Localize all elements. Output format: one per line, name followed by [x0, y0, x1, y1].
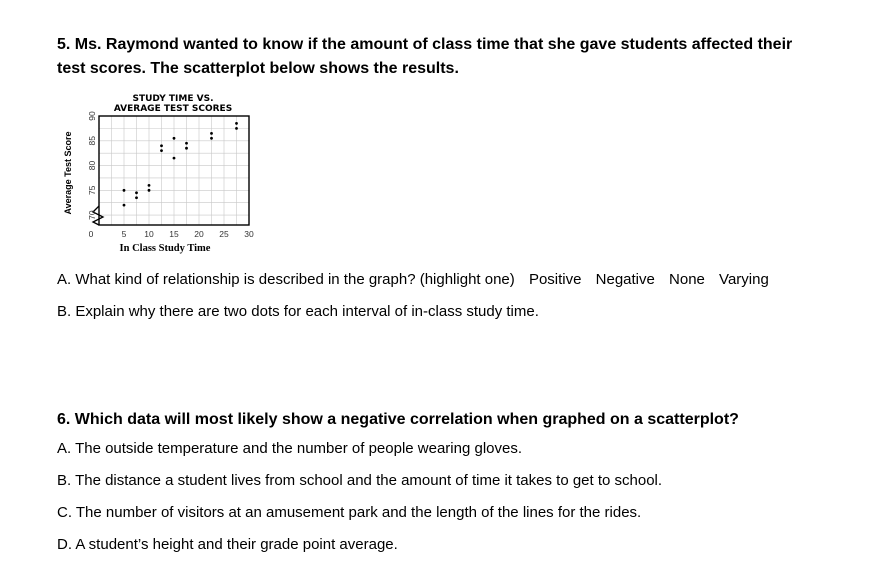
question-5-title-line2: test scores. The scatterplot below shows the results.: [57, 60, 459, 77]
x-tick-label: 10: [144, 229, 154, 239]
x-axis-label: In Class Study Time: [119, 243, 211, 254]
scatter-point: [235, 127, 238, 130]
scatter-point: [210, 132, 213, 135]
question-5-part-b: B. Explain why there are two dots for each interval of in-class study time.: [57, 303, 539, 320]
option-none[interactable]: None: [669, 271, 705, 288]
scatter-chart: [55, 88, 255, 260]
scatter-point: [235, 122, 238, 125]
x-tick-label: 30: [244, 229, 254, 239]
x-tick-label: 15: [169, 229, 179, 239]
choice-b: B. The distance a student lives from school and the amount of time it takes to get to school.: [57, 472, 663, 489]
x-tick-label: 5: [121, 229, 127, 239]
y-tick-label: 75: [87, 185, 97, 196]
x-tick-label: 20: [194, 229, 204, 239]
y-tick-label: 70: [87, 210, 97, 220]
y-tick-label: 90: [87, 111, 97, 121]
y-axis-label: Average Test Score: [63, 131, 73, 215]
data-points: [123, 122, 238, 207]
scatter-point: [210, 137, 213, 140]
scatter-point: [148, 189, 151, 192]
part-a-prompt: A. What kind of relationship is described in the graph? (highlight one): [57, 271, 515, 288]
choice-d: D. A student’s height and their grade point average.: [57, 536, 398, 553]
scatter-point: [135, 196, 138, 199]
scatter-point: [135, 191, 138, 194]
scatter-point: [148, 184, 151, 187]
scatter-point: [123, 189, 126, 192]
chart-title-line1: STUDY TIME VS.: [132, 94, 214, 104]
scatter-point: [173, 157, 176, 160]
chart-grid: [99, 116, 249, 225]
question-5-part-a: [57, 270, 769, 290]
origin-label: 0: [88, 229, 94, 239]
scatter-point: [173, 137, 176, 140]
x-axis-ticks: [122, 229, 254, 239]
scatter-point: [160, 144, 163, 147]
scatter-point: [123, 204, 126, 207]
chart-title-line2: AVERAGE TEST SCORES: [113, 104, 233, 114]
choice-a: A. The outside temperature and the number of people wearing gloves.: [57, 440, 523, 457]
scatter-point: [160, 149, 163, 152]
scatter-point: [185, 142, 188, 145]
option-varying[interactable]: Varying: [719, 271, 769, 288]
option-negative[interactable]: Negative: [595, 271, 655, 288]
choice-c: C. The number of visitors at an amusement park and the length of the lines for the rides.: [57, 504, 642, 521]
option-positive[interactable]: Positive: [528, 271, 582, 288]
question-6-title: 6. Which data will most likely show a negative correlation when graphed on a scatterplot?: [57, 411, 739, 428]
question-5-title-line1: 5. Ms. Raymond wanted to know if the amount of class time that she gave students affected their: [57, 36, 793, 53]
y-tick-label: 85: [87, 136, 97, 146]
x-tick-label: 25: [219, 229, 229, 239]
question-5-title: [57, 33, 792, 81]
scatter-point: [185, 147, 188, 150]
y-axis-ticks: [87, 111, 97, 220]
y-tick-label: 80: [87, 160, 97, 171]
